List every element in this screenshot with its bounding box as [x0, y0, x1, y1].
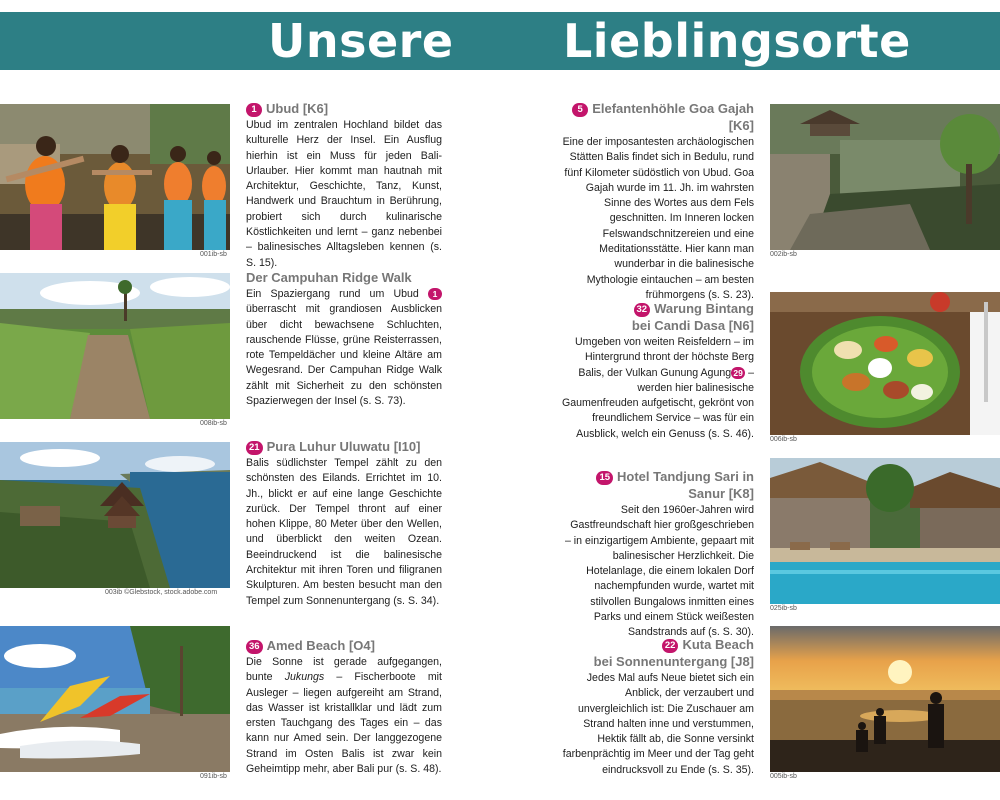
- entry-uluwatu: [246, 438, 442, 609]
- place-number-badge: 32: [634, 303, 651, 317]
- entry-title: Der Campuhan Ridge Walk: [246, 270, 412, 285]
- entry-title: 5 Elefantenhöhle Goa Gajah [K6]: [562, 100, 754, 134]
- entry-campuhan-ridge: [246, 269, 442, 409]
- entry-ubud: [246, 100, 442, 271]
- photo-credit: 091ib-sb: [200, 773, 227, 780]
- page-title-word-2: Lieblingsorte: [563, 14, 911, 68]
- entry-amed-beach: [246, 637, 442, 777]
- entry-title: 15 Hotel Tandjung Sari in Sanur [K8]: [562, 468, 754, 502]
- place-number-badge: 21: [246, 441, 263, 455]
- entry-title: 36 Amed Beach [O4]: [246, 637, 442, 654]
- photo-goa-gajah: [770, 104, 1000, 250]
- photo-credit: 001ib-sb: [200, 251, 227, 258]
- photo-ubud-dancers: [0, 104, 230, 250]
- entry-title: 32 Warung Bintang bei Candi Dasa [N6]: [631, 301, 754, 333]
- place-number-badge: 1: [246, 103, 262, 117]
- entry-text: Die Sonne ist gerade aufgegangen, bunte Jukungs – Fischerboote mit Ausleger – liegen aufgereiht am Strand, das Wasser ist kristallklar und lädt zum ersten Tauchgang des Tages ein – das kann nur Amed sein. Der langgezogene Strand im Osten Balis ist zwar kein Geheimtipp mehr, aber Bali pur (s. S. 48).: [246, 656, 442, 776]
- entry-title: 1 Ubud [K6]: [246, 100, 442, 117]
- photo-credit: 005ib-sb: [770, 773, 797, 780]
- photo-amed-beach: [0, 626, 230, 772]
- place-number-badge: 22: [662, 639, 679, 653]
- entry-text: Balis südlichster Tempel zählt zu den schönsten des Eilands. Errichtet im 10. Jh., blickt er auf eine lange Geschichte zurück. Der Tempel thront auf einer hohen Klippe, 80 Meter über den Wellen, und überblickt den weiten Ozean. Beeindruckend ist die balinesische Architektur mit ihren Toren und filigranen Skulpturen. Am besten besucht man den Tempel zum Sonnenuntergang (s. S. 34).: [246, 457, 442, 607]
- place-number-badge: 1: [428, 288, 442, 300]
- photo-credit: 006ib-sb: [770, 436, 797, 443]
- entry-hotel-tandjung-sari: [562, 468, 754, 641]
- photo-credit: 008ib-sb: [200, 420, 227, 427]
- entry-text: Ein Spaziergang rund um Ubud 1 überrascht mit grandiosen Ausblicken über dicht bewachsene Schluchten, rauschende Flüsse, grüne Reisterrassen, rote Tempeldächer und kleine Altäre am Wegesrand. Der Campuhan Ridge Walk zählt mit Sicherheit zu den schönsten Spazierwegen der Insel (s. S. 73).: [246, 288, 442, 408]
- entry-text: Seit den 1960er-Jahren wird Gastfreundschaft hier großgeschrieben – in einzigartigem Ambiente, gepaart mit balinesischer Herzlichkeit. Die Hotelanlage, die einem lokalen Dorf nachempfunden wurde, wartet mit stilvollen Bungalows inmitten eines Parks und einem Stück weißesten Sandstrands auf (s. S. 30).: [564, 504, 754, 639]
- entry-text: Umgeben von weiten Reisfeldern – im Hintergrund thront der höchste Berg Balis, der Vulkan Gunung Agung 29 – werden hier balinesische Gaumenfreuden aufgetischt, gekrönt von freundlichem Service – was für ein Ausblick, welch ein Genuss (s. S. 46).: [562, 336, 754, 440]
- entry-title: 22 Kuta Beach bei Sonnenuntergang [J8]: [593, 637, 754, 669]
- photo-credit: 025ib-sb: [770, 605, 797, 612]
- page-title-word-1: Unsere: [268, 14, 454, 68]
- place-number-badge: 36: [246, 640, 263, 654]
- photo-kuta-sunset: [770, 626, 1000, 772]
- entry-kuta-beach: [562, 636, 754, 778]
- place-number-badge: 15: [596, 471, 613, 485]
- entry-text: Jedes Mal aufs Neue bietet sich ein Anblick, der verzaubert und unvergleichlich ist: Die Zuschauer am Strand halten inne und verstummen, Hektik fällt ab, die Sonne versinkt farbenprächtig im Meer und der Tag geht eindrucksvoll zu Ende (s. S. 35).: [562, 672, 754, 776]
- photo-warung-food: [770, 292, 1000, 435]
- photo-hotel-pool: [770, 458, 1000, 604]
- place-number-badge: 29: [731, 367, 745, 379]
- photo-credit: 003ib ©Glebstock, stock.adobe.com: [105, 589, 218, 596]
- header-banner: [0, 12, 1000, 70]
- entry-goa-gajah: [562, 100, 754, 303]
- entry-warung-bintang: [562, 300, 754, 442]
- photo-uluwatu-temple: [0, 442, 230, 588]
- entry-text: Eine der imposantesten archäologischen Stätten Balis findet sich in Bedulu, rund fünf Kilometer südöstlich von Ubud. Goa Gajah wurde im 11. Jh. im wahrsten Sinne des Wortes aus dem Fels geschnitten. Im Inneren locken Felswandschnitzereien und eine Meditationsstätte. Hier kann man wunderbar in die balinesische Mythologie eintauchen – am besten frühmorgens (s. S. 23).: [562, 136, 754, 301]
- photo-credit: 002ib-sb: [770, 251, 797, 258]
- place-number-badge: 5: [572, 103, 588, 117]
- entry-text: Ubud im zentralen Hochland bildet das kulturelle Herz der Insel. Ein Ausflug hierhin ist ein Muss für jeden Bali-Urlauber. Hier kommt man hautnah mit Architektur, Geschichte, Tanz, Kunst, Handwerk und Brauchtum in Berührung, probiert sich durch kulinarische Köstlichkeiten und lernt – ganz nebenbei – balinesisches Alltagsleben kennen (s. S. 15).: [246, 119, 442, 269]
- entry-title: 21 Pura Luhur Uluwatu [I10]: [246, 438, 442, 455]
- photo-campuhan-ridge: [0, 273, 230, 419]
